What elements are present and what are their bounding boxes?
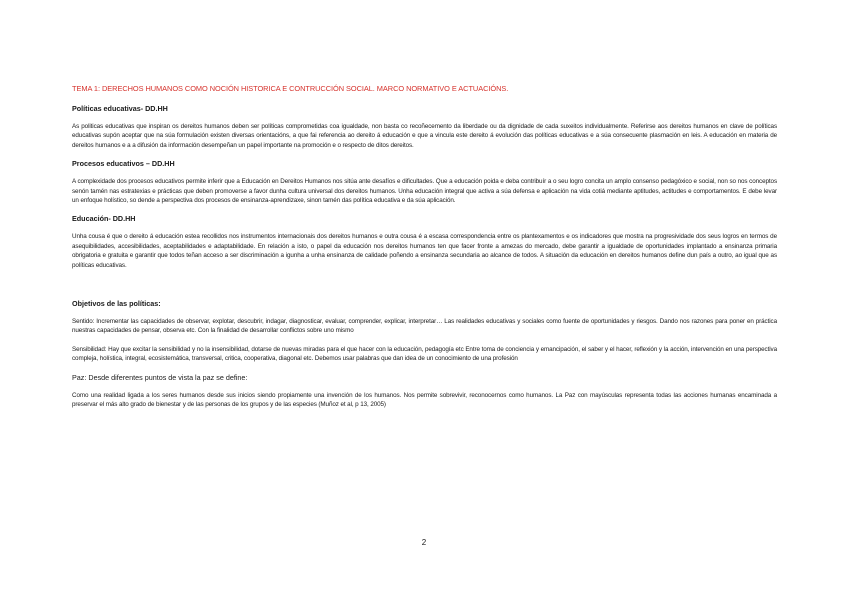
section-text-politicas: As politicas educativas que inspiran os dereitos humanos deben ser políticas comprometidas coa igualdade, non basta co recoñecemento da liberdade ou da dignidade de cada suxeitos individualmente. Referirse aos dereitos humanos en clave de políticas educativas supón aceptar que na súa formulación existen diversas orientacións, a que fai referencia ao dereito á educación e que a vincula este dereito á evolución das políticas educativas e a súa consecuente plasmación en leis. A educación en materia de dereitos humanos e a a difusión da información desempeñan un papel importante na promoción e o respecto de ditos dereitos.: [72, 123, 777, 149]
document-page: [72, 84, 777, 419]
paz-heading: Paz: Desde diferentes puntos de vista la paz se define:: [72, 372, 248, 382]
spacer: [72, 279, 777, 299]
objective-sentido: Sentido: Incrementar las capacidades de observar, explotar, descubrir, indagar, diagnosticar, evaluar, comprender, explicar, interpretar… Las realidades educativas y sociales como fuente de oportunidades y riesgos. Dando nos razones para poner en práctica nuestras capacidades de pensar, observa etc. Con la finalidad de desarrollar conflictos sobre uno mismo: [72, 318, 777, 335]
section-heading-educacion: Educación- DD.HH: [72, 214, 136, 224]
section-text-procesos: A complexidade dos procesos educativos permite inferir que a Educación en Dereitos Humanos nos sitúa ante desafíos e dificultades. Que a educación poida e deba contribuír a o seu logro concita un amplo consenso pedagóxico e social, non so nos conceptos senón tamén nas estratexias e prácticas que deben promoverse a favor dunha cultura universal dos dereitos humanos. Unha educación integral que activa a súa defensa e aplicación na vida cotiá mediante aptitudes, actitudes e comportamentos. E debe levar un enfoque holístico, so dende a perspectiva dos procesos de ensinanza-aprendizaxe, sinon tamén das política educativa e da súa aplicación.: [72, 178, 777, 205]
objective-sensibilidad: Sensibilidad: Hay que excitar la sensibilidad y no la insensibilidad, dotarse de nuevas miradas para el que hacer con la educación, pedagogía etc Entre toma de conciencia y emancipación, el saber y el hacer, reflexión y la acción, intervención en una perspectiva compleja, holística, integral, ecosistemática, transversal, critica, cooperativa, diagonal etc. Debemos usar palabras que dan idea de un conocimiento de una profesión: [72, 345, 777, 363]
section-heading-politicas: Políticas educativas- DD.HH: [72, 104, 168, 113]
page-number: 2: [421, 538, 427, 547]
section-text-educacion: Unha cousa é que o dereito á educación estea recollidos nos instrumentos internacionais dos dereitos humanos e outra cousa é a escasa correspondencia entre os plantexamentos e os indicadores que mostra na progresividade dos seus logros en termos de asequibilidades, accesibilidades, aceptabilidades e adaptabilidade. En relación a isto, o papel da educación nos dereitos humanos ten que facer fronte a amezas do mercado, debe garantir a igualdade de oportunidades implantado a ensinanza primaria obrigatoria e gratuita e garantir que todos teñan acceso a ser discriminación a igunha a unha ensinanza de calidade poñendo a ensinanza secundaria ao alcance de todos. A situación da educación en dereitos humanos define dun país a outro, ao igual que as políticas educativas.: [72, 233, 777, 269]
paz-text: Como una realidad ligada a los seres humanos desde sus inicios siendo propiamente una invención de los humanos. Nos permite sobrevivir, reconocernos como humanos. La Paz con mayúsculas representa todas las acciones humanas encaminada a preservar el más alto grado de bienestar y de las personas de los grupos y de las especies (Muñoz et al, p 13, 2005): [72, 391, 777, 409]
document-title: TEMA 1: DERECHOS HUMANOS COMO NOCIÓN HISTORICA E CONTRUCCIÓN SOCIAL. MARCO NORMATIVO E ACTUACIÓNS.: [72, 84, 509, 93]
section-heading-procesos: Procesos educativos – DD.HH: [72, 159, 175, 169]
objectives-heading: Objetivos de las políticas:: [72, 299, 161, 309]
